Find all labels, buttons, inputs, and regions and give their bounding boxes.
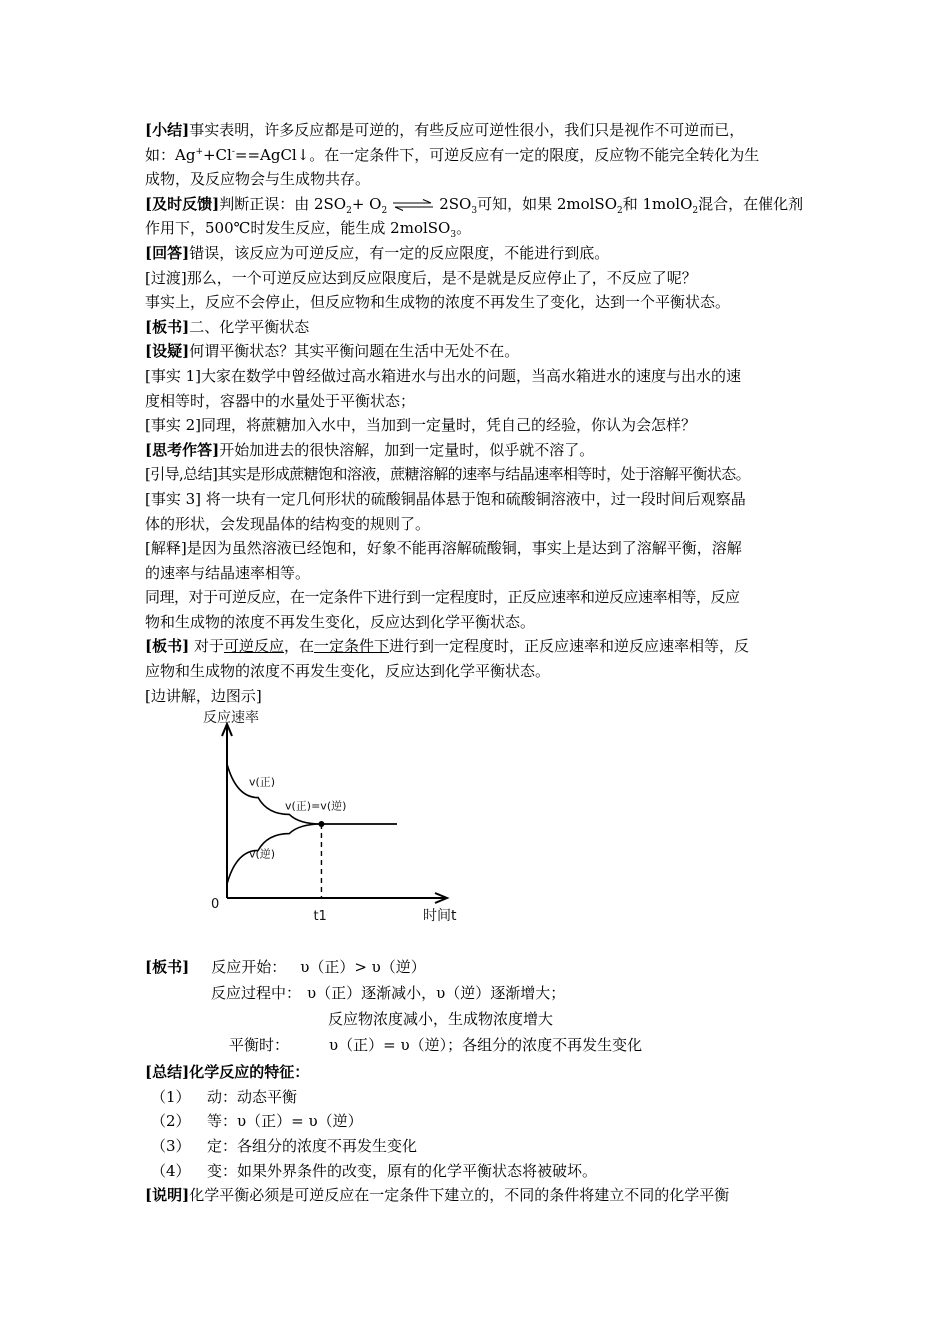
summary-paragraph-line-1 <box>145 118 810 143</box>
text: 何谓平衡状态？其实平衡问题在生活中无处不在。 <box>189 342 520 361</box>
note-line <box>145 1183 810 1208</box>
fact3-line-1 <box>145 487 810 512</box>
illustrate-line <box>145 684 810 709</box>
tag-note: [说明] <box>145 1186 190 1205</box>
list-text: 变：如果外界条件的改变，原有的化学平衡状态将被破坏。 <box>207 1161 598 1180</box>
subscript: 3 <box>471 205 478 216</box>
similar-line-1 <box>145 585 810 610</box>
tag-question: [设疑] <box>145 342 190 361</box>
list-number: （1） <box>151 1087 191 1106</box>
board-row-1 <box>145 954 810 980</box>
text: [事实 1]大家在数学中曾经做过高水箱进水与出水的问题，当高水箱进水的速度与出水的速 <box>145 366 742 385</box>
answer-line <box>145 241 810 266</box>
board-text: 反应物浓度减小，生成物浓度增大 <box>328 1010 554 1029</box>
rate-time-chart <box>145 708 810 944</box>
list-number: （4） <box>151 1161 191 1180</box>
board-row-3 <box>145 1006 810 1032</box>
document-body <box>145 118 810 1208</box>
fact-line <box>145 290 810 315</box>
text: [事实 3] 将一块有一定几何形状的硫酸铜晶体悬于饱和硫酸铜溶液中，过一段时间后观察晶 <box>145 489 746 508</box>
similar-line-2 <box>145 610 810 635</box>
text: [边讲解，边图示] <box>145 686 262 705</box>
list-text: 等：υ（正）= υ（逆） <box>207 1112 363 1131</box>
fact1-line-1 <box>145 364 810 389</box>
text: [过渡]那么，一个可逆反应达到反应限度后，是不是就是反应停止了，不反应了呢？ <box>145 268 697 287</box>
origin-label: 0 <box>211 897 220 913</box>
text: 2SO <box>439 194 472 213</box>
equal-label: v(正)=v(逆) <box>285 799 347 813</box>
list-text: 动：动态平衡 <box>207 1087 298 1106</box>
text: 和 1molO <box>622 194 693 213</box>
summary-paragraph-line-3 <box>145 167 810 192</box>
board-heading <box>145 315 810 340</box>
text: [事实 2]同理，将蔗糖加入水中，当加到一定量时，凭自己的经验，你认为会怎样？ <box>145 416 697 435</box>
board-text: υ（正）逐渐减小，υ（逆）逐渐增大； <box>307 984 566 1003</box>
text: 对于 <box>189 637 224 656</box>
text: 的速率与结晶速率相等。 <box>145 563 311 582</box>
text: + O <box>351 194 382 213</box>
section-title: 二、化学平衡状态 <box>189 317 310 336</box>
text: 判断正误：由 2SO <box>219 194 347 213</box>
text: 化学平衡必须是可逆反应在一定条件下建立的，不同的条件将建立不同的化学平衡 <box>189 1186 730 1205</box>
fact2-line <box>145 413 810 438</box>
board-row-4 <box>145 1032 810 1058</box>
board-text: υ（正）> υ（逆） <box>300 958 426 977</box>
list-item <box>145 1085 810 1110</box>
text: [引导,总结]其实是形成蔗糖饱和溶液，蔗糖溶解的速率与结晶速率相等时，处于溶解平衡状态。 <box>145 465 751 484</box>
subscript: 2 <box>692 205 699 216</box>
list-item <box>145 1159 810 1184</box>
tag-board: [板书] <box>145 317 190 336</box>
text: 成物，及反应物会与生成物共存。 <box>145 170 371 189</box>
superscript: - <box>231 146 235 157</box>
tag-feedback: [及时反馈] <box>145 194 220 213</box>
feedback-line-2 <box>145 216 810 241</box>
x-axis-label: 时间t <box>423 908 457 925</box>
text: 事实上，反应不会停止，但反应物和生成物的浓度不再发生了变化，达到一个平衡状态。 <box>145 293 731 312</box>
board-text: υ（正）= υ（逆）；各组分的浓度不再发生变化 <box>329 1036 643 1055</box>
text: 应物和生成物的浓度不再发生变化，反应达到化学平衡状态。 <box>145 662 551 681</box>
tag-think-answer: [思考作答] <box>145 440 220 459</box>
text: 事实表明，许多反应都是可逆的，有些反应可逆性很小，我们只是视作不可逆而已， <box>189 121 745 139</box>
transition-line <box>145 266 810 291</box>
definition-line-1 <box>145 634 810 659</box>
text: ，在 <box>284 637 315 656</box>
tag-summary-features: [总结]化学反应的特征： <box>145 1063 310 1082</box>
text: 物和生成物的浓度不再发生变化，反应达到化学平衡状态。 <box>145 612 536 631</box>
text: ==AgCl↓。在一定条件下，可逆反应有一定的限度，反应物不能完全转化为生 <box>234 145 760 164</box>
list-number: （3） <box>151 1137 191 1156</box>
text: 度相等时，容器中的水量处于平衡状态； <box>145 391 416 410</box>
explain-line-2 <box>145 561 810 586</box>
reversible-arrow-icon <box>391 199 435 211</box>
text: 作用下，500℃时发生反应，能生成 2molSO <box>145 219 451 238</box>
list-item <box>145 1134 810 1159</box>
text: 进行到一定程度时，正反应速率和逆反应速率相等，反 <box>389 637 750 656</box>
list-item <box>145 1109 810 1134</box>
series-label-reverse: v(逆) <box>249 847 276 861</box>
board-label: 反应过程中： <box>211 984 302 1003</box>
text: 开始加进去的很快溶解，加到一定量时，似乎就不溶了。 <box>219 440 595 459</box>
y-axis-label: 反应速率 <box>203 710 259 727</box>
summary-paragraph-line-2 <box>145 143 810 168</box>
question-line <box>145 339 810 364</box>
board-label: 平衡时： <box>229 1036 290 1055</box>
tag-summary: [小结] <box>145 121 190 139</box>
definition-line-2 <box>145 659 810 684</box>
forward-rate-curve <box>227 764 397 824</box>
list-number: （2） <box>151 1112 191 1131</box>
superscript: + <box>195 146 203 157</box>
guide-summary-line <box>145 462 810 487</box>
text: 体的形状，会发现晶体的结构变的规则了。 <box>145 514 431 533</box>
tag-board: [板书] <box>145 958 190 977</box>
board-row-2 <box>145 980 810 1006</box>
text: +Cl <box>202 145 232 164</box>
list-text: 定：各组分的浓度不再发生变化 <box>207 1137 418 1156</box>
text: 同理，对于可逆反应，在一定条件下进行到一定程度时，正反应速率和逆反应速率相等，反应 <box>145 588 740 607</box>
think-answer-line <box>145 438 810 463</box>
series-label-forward: v(正) <box>249 775 276 789</box>
subscript: 2 <box>617 205 623 216</box>
text: 。 <box>456 219 472 238</box>
subscript: 2 <box>346 205 352 216</box>
subscript: 3 <box>450 230 457 241</box>
text: 如：Ag <box>145 145 196 164</box>
summary-heading <box>145 1060 810 1085</box>
tag-board: [板书] <box>145 637 190 656</box>
subscript: 2 <box>381 205 388 216</box>
text: [解释]是因为虽然溶液已经饱和，好象不能再溶解硫酸铜，事实上是达到了溶解平衡，溶解 <box>145 539 742 558</box>
x-tick-label: t1 <box>313 909 327 925</box>
fact3-line-2 <box>145 512 810 537</box>
underlined-term: 可逆反应 <box>223 637 284 656</box>
feedback-line-1 <box>145 192 810 217</box>
text: 混合，在催化剂 <box>698 194 804 213</box>
equilibrium-point <box>318 821 324 827</box>
board-label: 反应开始： <box>211 958 287 977</box>
fact1-line-2 <box>145 389 810 414</box>
underlined-term: 一定条件下 <box>314 637 390 656</box>
text: 可知，如果 2molSO <box>477 194 617 213</box>
chart-svg <box>200 708 460 940</box>
explain-line-1 <box>145 536 810 561</box>
tag-answer: [回答] <box>145 243 190 262</box>
text: 错误，该反应为可逆反应，有一定的反应限度，不能进行到底。 <box>189 243 610 262</box>
